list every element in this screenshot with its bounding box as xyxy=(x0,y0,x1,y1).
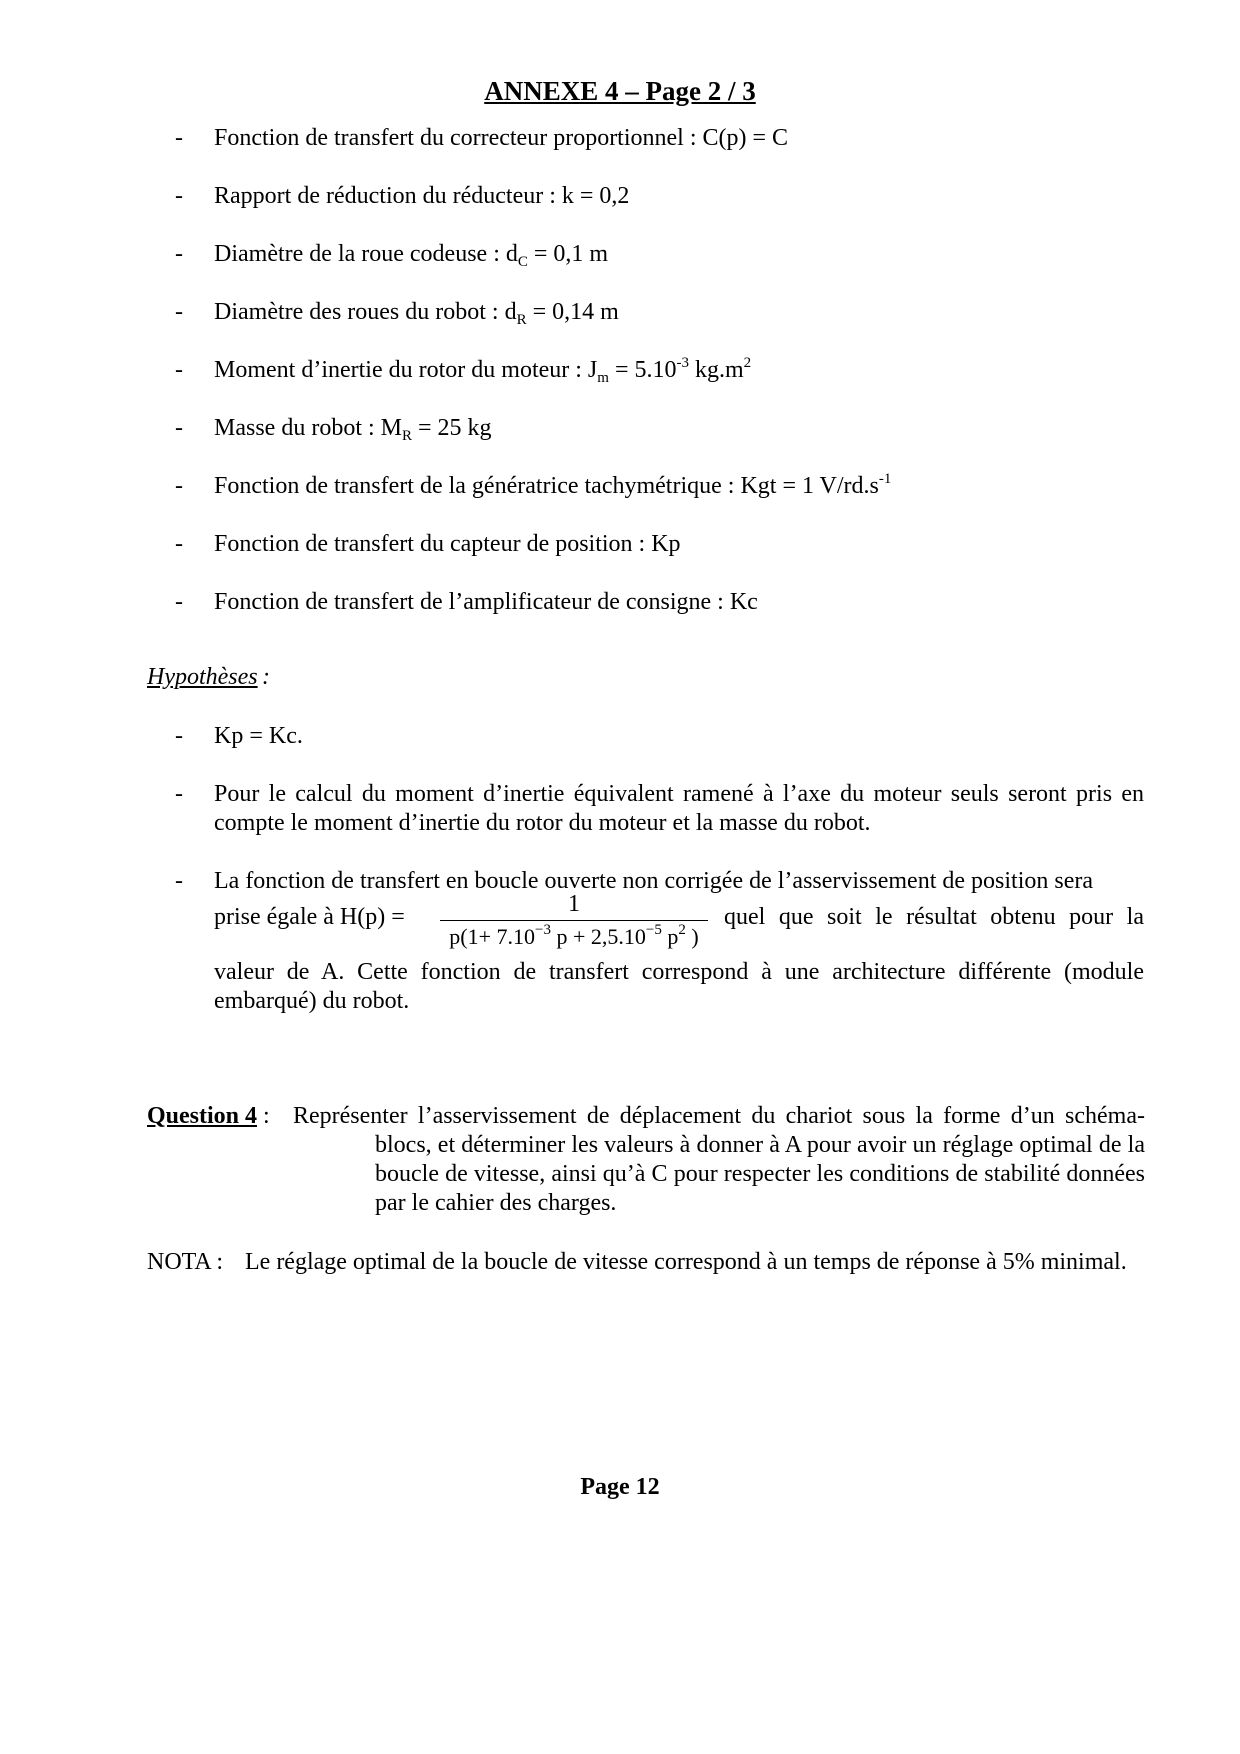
nota-block xyxy=(147,1248,1145,1277)
bullet-dash: - xyxy=(175,589,183,615)
question-text: Représenter l’asservissement de déplacement du chariot sous la forme d’un schéma-blocs, et déterminer les valeurs à donner à A pour avoir un réglage optimal de la boucle de vitesse, ainsi qu’à C pour respecter les conditions de stabilité données par le cahier des charges. xyxy=(293,1103,1145,1216)
fraction-bar xyxy=(440,920,708,921)
bullet-dash: - xyxy=(175,868,183,894)
bullet-dash: - xyxy=(175,781,183,807)
fraction-denominator: $p(1+ 7.10^{-3}$ $p + 2,5.10^{-5}$ $p^2$ ) xyxy=(449,922,699,949)
param-text: Rapport de réduction du réducteur : k = 0,2 xyxy=(214,183,630,209)
hypothesis-text: Pour le calcul du moment d’inertie équivalent ramené à l’axe du moteur seuls seront pris en compte le moment d’inertie du rotor du moteur et la masse du robot. xyxy=(214,781,1144,836)
equation-rhs: quel que soit le résultat obtenu pour la xyxy=(724,904,1144,930)
bullet-dash: - xyxy=(175,415,183,441)
hypothesis-text: valeur de A. Cette fonction de transfert correspond à une architecture différente (module embarqué) du robot. xyxy=(214,959,1144,1014)
nota-label: NOTA : xyxy=(147,1249,224,1275)
param-text: Fonction de transfert du correcteur proportionnel : C(p) = C xyxy=(214,125,789,151)
page-title: ANNEXE 4 – Page 2 / 3 xyxy=(484,76,756,106)
bullet-dash: - xyxy=(175,241,183,267)
bullet-dash: - xyxy=(175,183,183,209)
bullet-dash: - xyxy=(175,125,183,151)
fraction-numerator: 1 xyxy=(568,891,580,917)
param-text: Diamètre de la roue codeuse : $d_C = 0,1$ m xyxy=(214,241,609,270)
equation-lhs: prise égale à H(p) = xyxy=(214,904,405,930)
param-text: Masse du robot : $M_R = 25$ kg xyxy=(214,415,492,444)
bullet-dash: - xyxy=(175,723,183,749)
bullet-dash: - xyxy=(175,473,183,499)
hypotheses-heading: Hypothèses xyxy=(147,664,258,690)
bullet-dash: - xyxy=(175,299,183,325)
hypothesis-text: La fonction de transfert en boucle ouverte non corrigée de l’asservissement de position sera xyxy=(214,868,1094,894)
param-text: Fonction de transfert de l’amplificateur de consigne : Kc xyxy=(214,589,758,615)
param-text: Diamètre des roues du robot : $d_R = 0,14$ m xyxy=(214,299,619,328)
page-number: Page 12 xyxy=(580,1474,660,1500)
bullet-dash: - xyxy=(175,357,183,383)
question-sep: : xyxy=(257,1103,270,1129)
equation-fraction xyxy=(440,890,708,951)
hypothesis-text: Kp = Kc. xyxy=(214,723,303,749)
param-text: Moment d’inertie du rotor du moteur : $J_m = 5.10^{-3}$ $kg.m^2$ xyxy=(214,355,752,386)
transfer-function-equation xyxy=(214,891,1144,964)
question-label: Question 4 xyxy=(147,1103,258,1129)
hypotheses-colon: : xyxy=(262,664,270,690)
param-text: Fonction de transfert de la génératrice tachymétrique : Kgt = 1 $V/rd.s^{-1}$ xyxy=(214,471,892,499)
nota-text: Le réglage optimal de la boucle de vitesse correspond à un temps de réponse à 5% minimal. xyxy=(245,1249,1127,1275)
bullet-dash: - xyxy=(175,531,183,557)
question-block xyxy=(147,1102,1145,1216)
param-text: Fonction de transfert du capteur de position : Kp xyxy=(214,531,681,557)
